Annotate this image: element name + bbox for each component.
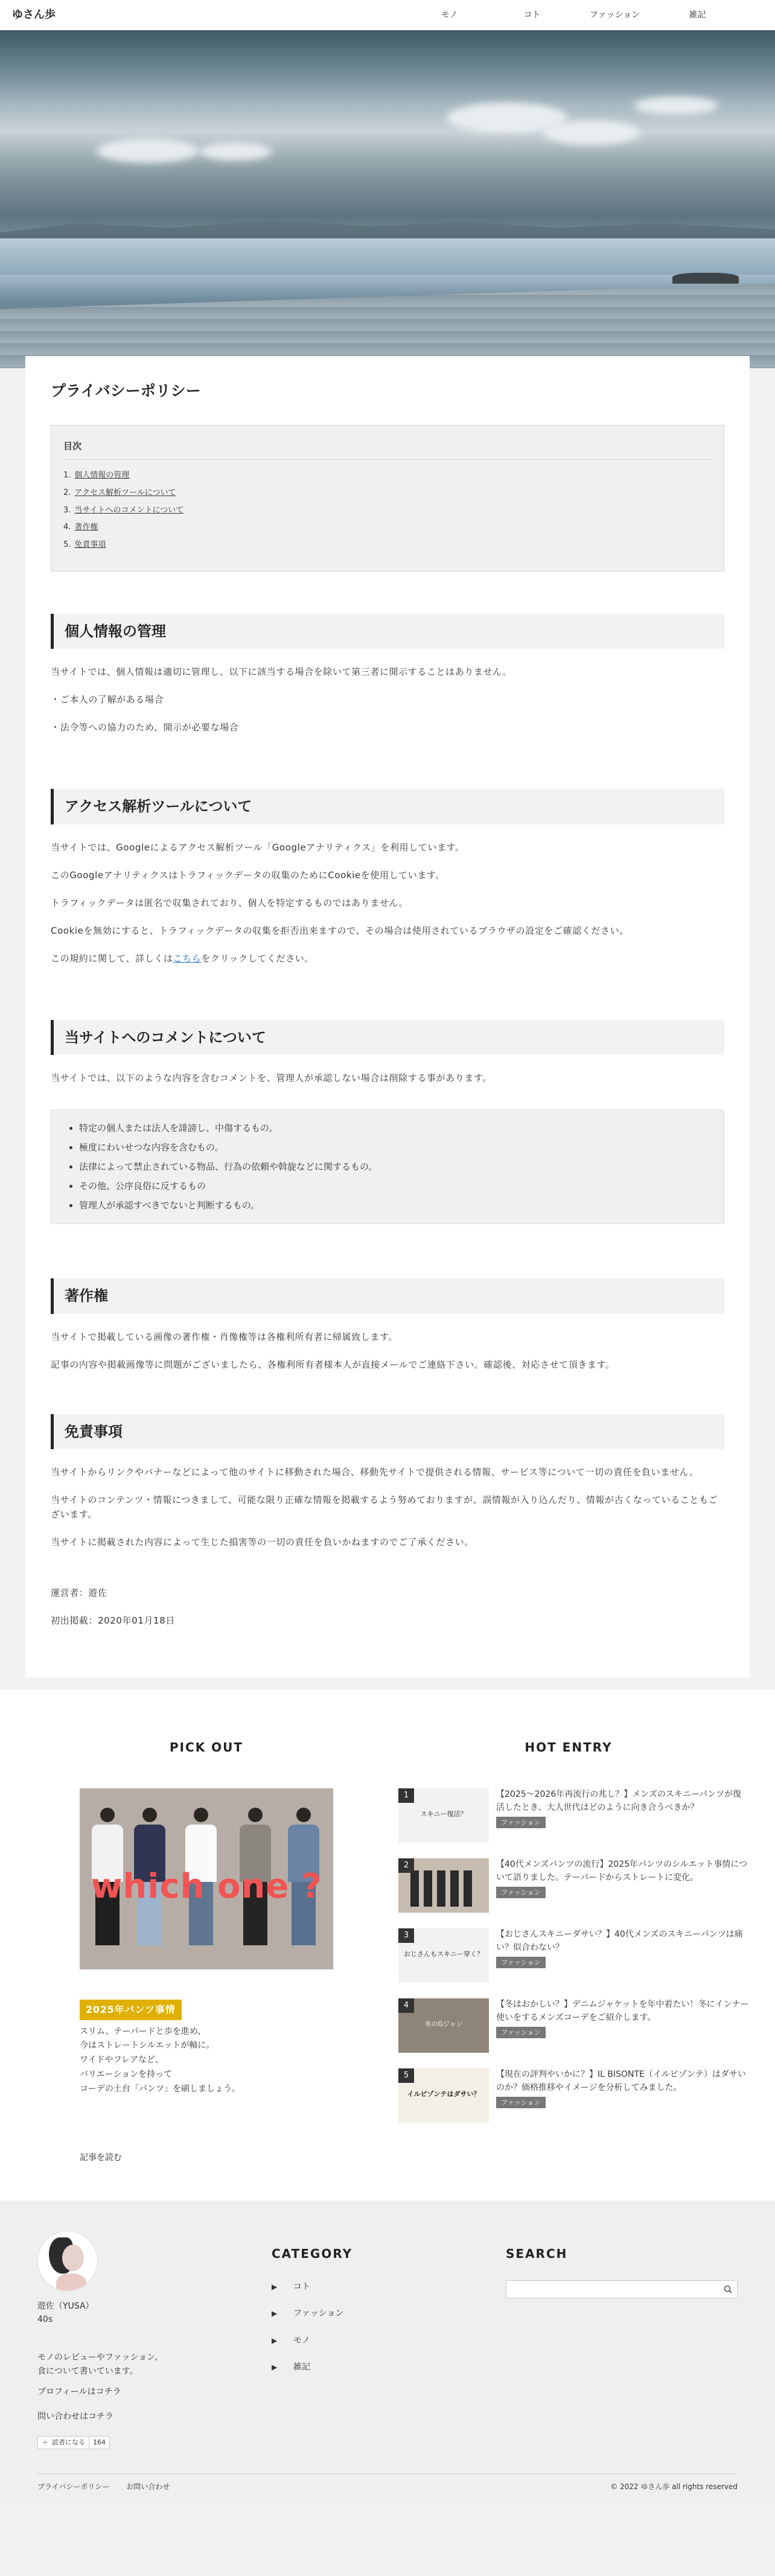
hero-image	[0, 30, 775, 368]
entry-title[interactable]: 【おじさんスキニーダサい？】40代メンズのスキニーパンツは痛い？似合わない？	[496, 1929, 743, 1953]
entry-rank: 4	[398, 1998, 414, 2013]
copyright: © 2022 ゆさん歩 all rights reserved	[610, 2482, 738, 2491]
widget-title: SEARCH	[506, 2246, 568, 2261]
page-title: プライバシーポリシー	[51, 382, 201, 400]
section-paragraph: この規約に関して、詳しくはこちらをクリックしてください。	[51, 952, 314, 964]
section-paragraph: 当サイトで掲載している画像の著作権・肖像権等は各権利所有者に帰属致します。	[51, 1331, 398, 1342]
pickout-description: スリム、テーパードと歩を進め、 今はストレートシルエットが軸に。 ワイドやフレアなど、 バリエーションを持って コーデの土台「パンツ」を刷しましょう。	[80, 2026, 240, 2094]
contact-link[interactable]: 問い合わせはコチラ	[37, 2411, 113, 2421]
toc-title: 目次	[63, 439, 712, 460]
footer-link-privacy[interactable]: プライバシーポリシー	[37, 2482, 110, 2491]
category-link-koto[interactable]: ▶ コト	[272, 2280, 477, 2294]
footer-bottom	[37, 2473, 738, 2493]
list-item: • 極度にわいせつな内容を含むもの。	[79, 1140, 706, 1155]
toc-item: 2. アクセス解析ツールについて	[63, 488, 176, 497]
category-link-zakki[interactable]: ▶ 雑記	[272, 2361, 477, 2374]
section-heading: 著作権	[51, 1278, 724, 1313]
pickout-overlay-text: which one ?	[91, 1866, 322, 1906]
article	[25, 356, 750, 1677]
section-heading: 個人情報の管理	[51, 614, 724, 649]
section-heading: アクセス解析ツールについて	[51, 789, 724, 824]
pickout-widget	[25, 1738, 388, 2164]
toc-item: 1. 個人情報の管理	[63, 471, 130, 480]
widget-area	[0, 1689, 775, 2201]
hot-entry-item[interactable]	[398, 1928, 750, 1983]
entry-rank: 2	[398, 1858, 414, 1873]
avatar	[37, 2231, 98, 2291]
toc-item: 3. 当サイトへのコメントについて	[63, 505, 184, 515]
read-more-link[interactable]: 記事を読む	[80, 2152, 122, 2163]
toc-item: 4. 著作権	[63, 523, 98, 532]
section-heading: 当サイトへのコメントについて	[51, 1020, 724, 1055]
profile-age: 40s	[37, 2315, 53, 2325]
entry-category[interactable]: ファッション	[496, 1957, 546, 1968]
section-heading: 免責事項	[51, 1414, 724, 1449]
published-date: 初出掲載：2020年01月18日	[51, 1615, 175, 1626]
nav-item-fashion[interactable]: ファッション	[589, 10, 640, 20]
subscribe-button[interactable]: ＋ 読者になる 164	[37, 2436, 110, 2449]
entry-category[interactable]: ファッション	[496, 1887, 546, 1898]
list-item: • その他、公序良俗に反するもの	[79, 1179, 706, 1193]
list-item: • 特定の個人または法人を誹謗し、中傷するもの。	[79, 1121, 706, 1135]
toc-link-comments[interactable]: 当サイトへのコメントについて	[74, 505, 184, 515]
section-paragraph: 当サイトに掲載された内容によって生じた損害等の一切の責任を負いかねますのでご了承ください。	[51, 1536, 474, 1548]
section-paragraph: 当サイトでは、個人情報は適切に管理し、以下に該当する場合を除いて第三者に開示することはありません。	[51, 666, 512, 678]
section-paragraph: トラフィックデータは匿名で収集されており、個人を特定するものではありません。	[51, 897, 409, 908]
search-box	[506, 2280, 738, 2298]
plus-icon: ＋	[42, 2438, 48, 2447]
site-header	[0, 0, 775, 30]
footer-link-contact[interactable]: お問い合わせ	[126, 2482, 170, 2491]
entry-thumbnail[interactable]: 5 イルビゾンテはダサい？	[398, 2068, 489, 2123]
prohibited-list	[51, 1109, 724, 1224]
widget-title: CATEGORY	[272, 2246, 353, 2261]
profile-link[interactable]: プロフィールはコチラ	[37, 2387, 121, 2397]
section-paragraph: 当サイトでは、以下のような内容を含むコメントを、管理人が承認しない場合は削除する事があります。	[51, 1073, 492, 1084]
toc-link-copyright[interactable]: 著作権	[74, 523, 98, 532]
entry-title[interactable]: 【現在の評判やいかに？】IL BISONTE（イルビゾンテ）はダサいのか？価格推移やイメージを分析してみました。	[496, 2069, 746, 2093]
subscriber-count: 164	[89, 2437, 109, 2449]
entry-title[interactable]: 【2025〜2026年再流行の兆し？】メンズのスキニーパンツが復活したとき、大人世代はどのように向き合うべきか？	[496, 1789, 742, 1812]
section-personal-info	[51, 614, 724, 735]
site-logo[interactable]: ゆさん歩	[12, 8, 56, 21]
search-input[interactable]	[506, 2281, 719, 2298]
entry-title[interactable]: 【40代メンズパンツの流行】2025年パンツのシルエット事情について語りました。テーパードからストレートに変化。	[496, 1859, 748, 1883]
profile-bio: モノのレビューやファッション、 食について書いています。	[37, 2352, 164, 2377]
entry-rank: 5	[398, 2068, 414, 2083]
hot-entry-widget	[388, 1738, 750, 2164]
search-button[interactable]	[719, 2281, 737, 2298]
entry-category[interactable]: ファッション	[496, 1817, 546, 1828]
site-footer	[0, 2201, 775, 2505]
entry-thumbnail[interactable]	[398, 1858, 489, 1913]
list-item: • 管理人が承認すべきでないと判断するもの。	[79, 1198, 706, 1213]
section-paragraph: 当サイトからリンクやバナーなどによって他のサイトに移動された場合、移動先サイトで提供される情報、サービス等について一切の責任を負いません。	[51, 1466, 699, 1478]
entry-thumbnail[interactable]: 3 おじさんもスキニー穿く？	[398, 1928, 489, 1983]
hot-entry-item[interactable]	[398, 1998, 750, 2053]
entry-category[interactable]: ファッション	[496, 2027, 546, 2038]
hot-entry-item[interactable]	[398, 1788, 750, 1843]
section-paragraph: 当サイトでは、Googleによるアクセス解析ツール「Googleアナリティクス」を利用しています。	[51, 841, 465, 853]
hot-entry-item[interactable]	[398, 1858, 750, 1913]
hot-entry-item[interactable]	[398, 2068, 750, 2123]
toc-link-personal-info[interactable]: 個人情報の管理	[74, 471, 130, 480]
section-paragraph: ・法令等への協力のため、開示が必要な場合	[51, 722, 239, 733]
category-link-fashion[interactable]: ▶ ファッション	[272, 2307, 477, 2320]
entry-thumbnail[interactable]: 4 冬のGジャン	[398, 1998, 489, 2053]
category-widget	[272, 2231, 477, 2449]
widget-title: HOT ENTRY	[525, 1739, 613, 1755]
section-paragraph: このGoogleアナリティクスはトラフィックデータの収集のためにCookieを使用しています。	[51, 869, 445, 881]
pickout-image[interactable]	[80, 1788, 333, 1969]
table-of-contents	[51, 425, 724, 572]
section-comments	[51, 1020, 724, 1224]
pickout-badge: 2025年パンツ事情	[80, 2000, 182, 2020]
section-analytics	[51, 789, 724, 965]
entry-category[interactable]: ファッション	[496, 2097, 546, 2108]
section-paragraph: 当サイトのコンテンツ・情報につきまして、可能な限り正確な情報を掲載するよう努めておりますが、誤情報が入り込んだり、情報が古くなっていることもございます。	[51, 1494, 718, 1520]
list-item: • 法律によって禁止されている物品、行為の依頼や斡旋などに関するもの。	[79, 1159, 706, 1174]
nav-item-zakki[interactable]: 雑記	[689, 10, 706, 20]
entry-rank: 3	[398, 1928, 414, 1943]
article-meta	[51, 1586, 724, 1628]
toc-item: 5. 免責事項	[63, 540, 106, 550]
global-nav	[408, 8, 739, 22]
section-paragraph: Cookieを無効にすると、トラフィックデータの収集を拒否出来ますので、その場合は使用されているブラウザの設定をご確認ください。	[51, 925, 629, 936]
entry-rank: 1	[398, 1788, 414, 1803]
section-copyright	[51, 1278, 724, 1371]
section-paragraph: ・ご本人の了解がある場合	[51, 694, 164, 706]
nav-item-mono[interactable]: モノ	[441, 10, 458, 20]
search-icon	[724, 2285, 732, 2294]
section-paragraph: 記事の内容や掲載画像等に問題がございましたら、各権利所有者様本人が直接メールでご連絡下さい。確認後、対応させて頂きます。	[51, 1359, 615, 1370]
section-disclaimer	[51, 1414, 724, 1549]
analytics-terms-link[interactable]: こちら	[173, 952, 202, 964]
nav-item-koto[interactable]: コト	[523, 10, 541, 20]
entry-thumbnail[interactable]: 1 スキニー復活？	[398, 1788, 489, 1843]
search-widget	[506, 2231, 738, 2449]
toc-link-disclaimer[interactable]: 免責事項	[74, 540, 106, 550]
widget-title: PICK OUT	[169, 1739, 244, 1755]
operator: 運営者：遊佐	[51, 1587, 107, 1598]
pickout-card[interactable]	[80, 1788, 333, 2164]
category-link-mono[interactable]: ▶ モノ	[272, 2334, 477, 2347]
toc-link-analytics[interactable]: アクセス解析ツールについて	[74, 488, 176, 497]
profile-widget	[37, 2231, 243, 2449]
profile-name: 遊佐（YUSA）	[37, 2301, 94, 2311]
entry-title[interactable]: 【冬はおかしい？】デニムジャケットを年中着たい！冬にインナー使いをするメンズコーデをご紹介します。	[496, 1999, 749, 2023]
